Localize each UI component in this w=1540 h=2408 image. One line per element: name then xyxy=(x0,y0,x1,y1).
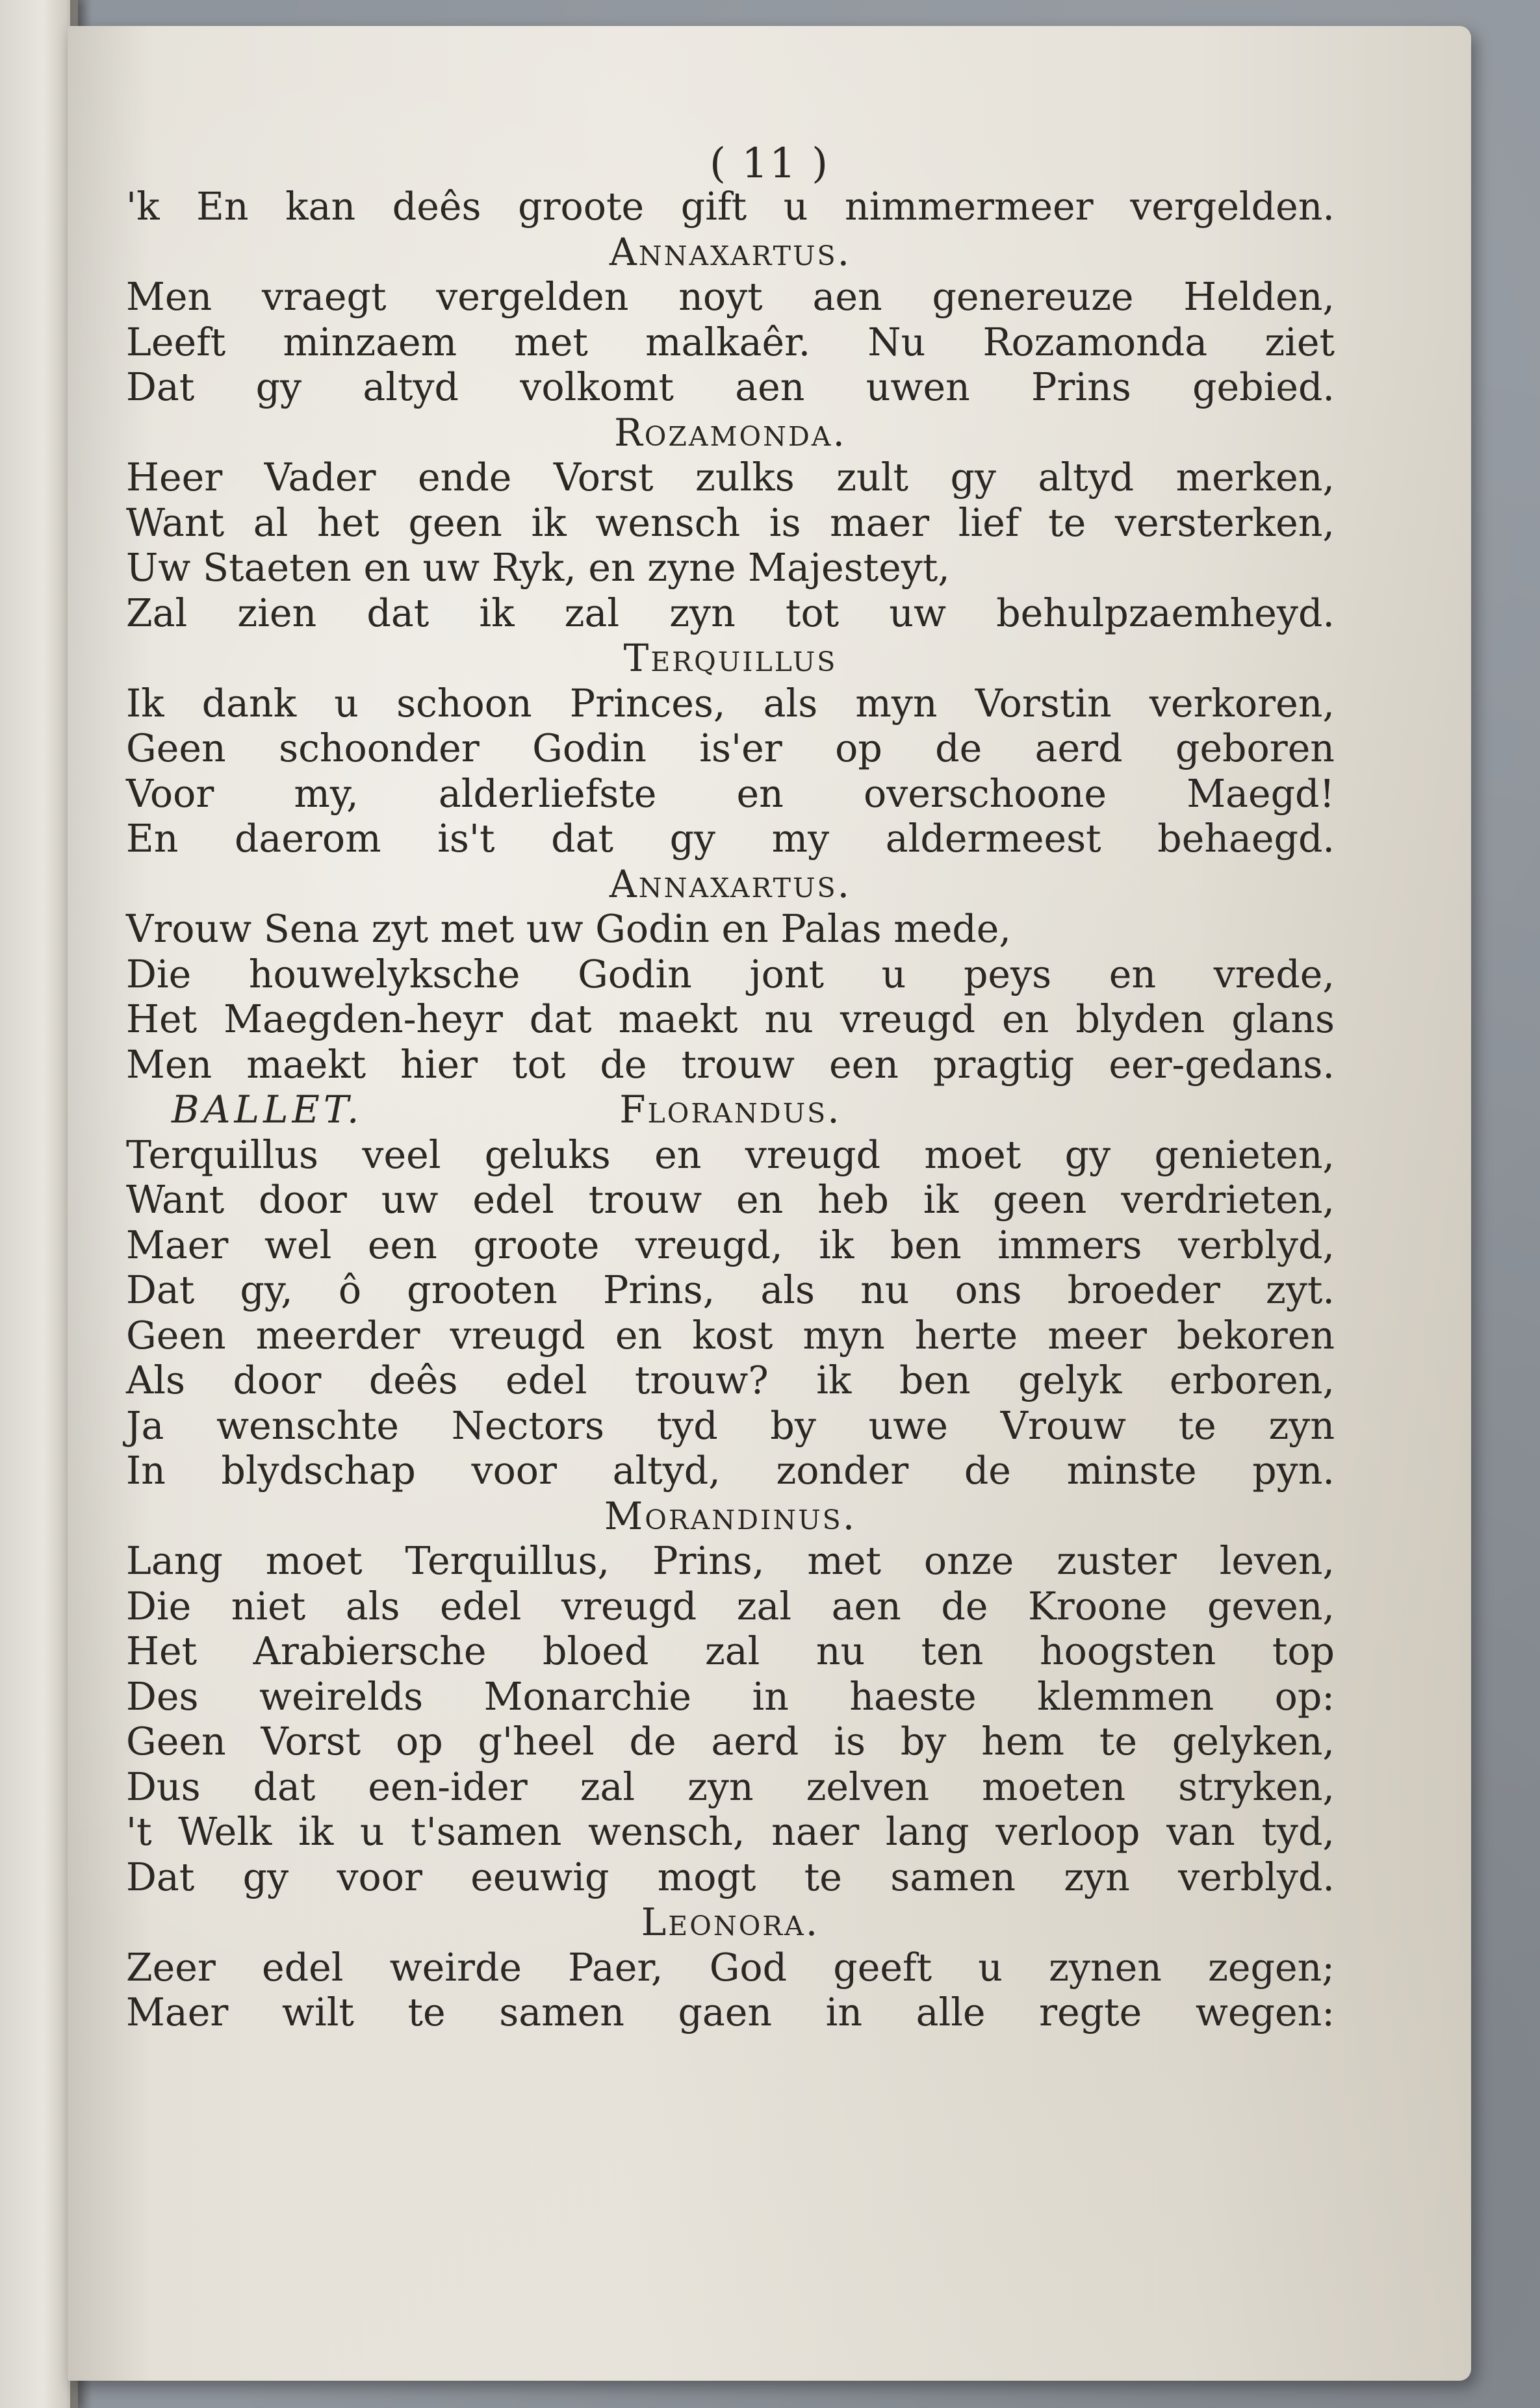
verse-line: Geen Vorst op g'heel de aerd is by hem te gelyken, xyxy=(126,1719,1335,1764)
verse-line: Voor my, alderliefste en overschoone Maegd! xyxy=(126,771,1335,816)
facing-page-edge xyxy=(0,0,78,2408)
verse-line: Zal zien dat ik zal zyn tot uw behulpzaemheyd. xyxy=(126,590,1335,635)
verse-line: Als door deês edel trouw? ik ben gelyk erboren, xyxy=(126,1358,1335,1402)
verse-line: In blydschap voor altyd, zonder de minste pyn. xyxy=(126,1449,1335,1493)
verse-line: Die houwelyksche Godin jont u peys en vrede, xyxy=(126,952,1335,996)
book-page xyxy=(68,26,1471,2381)
page-text xyxy=(126,184,1335,2036)
verse-line: Het Arabiersche bloed zal nu ten hoogsten top xyxy=(126,1629,1335,1673)
verse-line: Maer wilt te samen gaen in alle regte wegen: xyxy=(126,1990,1335,2034)
verse-line: Zeer edel weirde Paer, God geeft u zynen zegen; xyxy=(126,1945,1335,1990)
verse-line: Geen schoonder Godin is'er op de aerd geboren xyxy=(126,726,1335,770)
page-number: ( 11 ) xyxy=(709,140,830,188)
speaker-name: Annaxartus. xyxy=(609,229,852,274)
verse-line: Dat gy, ô grooten Prins, als nu ons broeder zyt. xyxy=(126,1268,1335,1312)
verse-line: Leeft minzaem met malkaêr. Nu Rozamonda ziet xyxy=(126,320,1335,364)
verse-line: Terquillus veel geluks en vreugd moet gy genieten, xyxy=(126,1132,1335,1177)
verse-line: Men vraegt vergelden noyt aen genereuze Helden, xyxy=(126,275,1335,319)
verse-line: En daerom is't dat gy my aldermeest behaegd. xyxy=(126,817,1335,861)
verse-line: Want al het geen ik wensch is maer lief te versterken, xyxy=(126,500,1335,545)
verse-line: Dus dat een-ider zal zyn zelven moeten stryken, xyxy=(126,1764,1335,1809)
verse-line: Heer Vader ende Vorst zulks zult gy altyd merken, xyxy=(126,455,1335,500)
verse-line: Dat gy altyd volkomt aen uwen Prins gebied. xyxy=(126,365,1335,409)
verse-line: Lang moet Terquillus, Prins, met onze zuster leven, xyxy=(126,1539,1335,1583)
verse-line: Geen meerder vreugd en kost myn herte meer bekoren xyxy=(126,1313,1335,1358)
verse-line: Men maekt hier tot de trouw een pragtig eer-gedans. xyxy=(126,1042,1335,1087)
verse-line: Ik dank u schoon Princes, als myn Vorstin verkoren, xyxy=(126,681,1335,726)
stage-direction: BALLET. xyxy=(172,1087,363,1132)
speaker-name: Morandinus. xyxy=(604,1493,857,1538)
verse-line: Vrouw Sena zyt met uw Godin en Palas mede, xyxy=(126,907,1011,951)
verse-line: Want door uw edel trouw en heb ik geen verdrieten, xyxy=(126,1178,1335,1222)
speaker-name: Annaxartus. xyxy=(609,861,852,906)
verse-line: 't Welk ik u t'samen wensch, naer lang verloop van tyd, xyxy=(126,1810,1335,1854)
verse-line: Uw Staeten en uw Ryk, en zyne Majesteyt, xyxy=(126,546,950,590)
verse-line: Ja wenschte Nectors tyd by uwe Vrouw te zyn xyxy=(126,1403,1335,1448)
speaker-name: Terquillus xyxy=(623,636,838,680)
verse-line: Des weirelds Monarchie in haeste klemmen op: xyxy=(126,1674,1335,1719)
speaker-name: Rozamonda. xyxy=(614,410,847,455)
verse-line: Het Maegden-heyr dat maekt nu vreugd en blyden glans xyxy=(126,997,1335,1041)
verse-line: Dat gy voor eeuwig mogt te samen zyn verblyd. xyxy=(126,1855,1335,1899)
speaker-name: Leonora. xyxy=(641,1900,820,1944)
verse-line: 'k En kan deês groote gift u nimmermeer vergelden. xyxy=(126,184,1335,229)
speaker-name: Florandus. xyxy=(619,1087,841,1132)
verse-line: Die niet als edel vreugd zal aen de Kroone geven, xyxy=(126,1584,1335,1629)
verse-line: Maer wel een groote vreugd, ik ben immers verblyd, xyxy=(126,1223,1335,1267)
stage-direction-row xyxy=(126,1087,1335,1133)
